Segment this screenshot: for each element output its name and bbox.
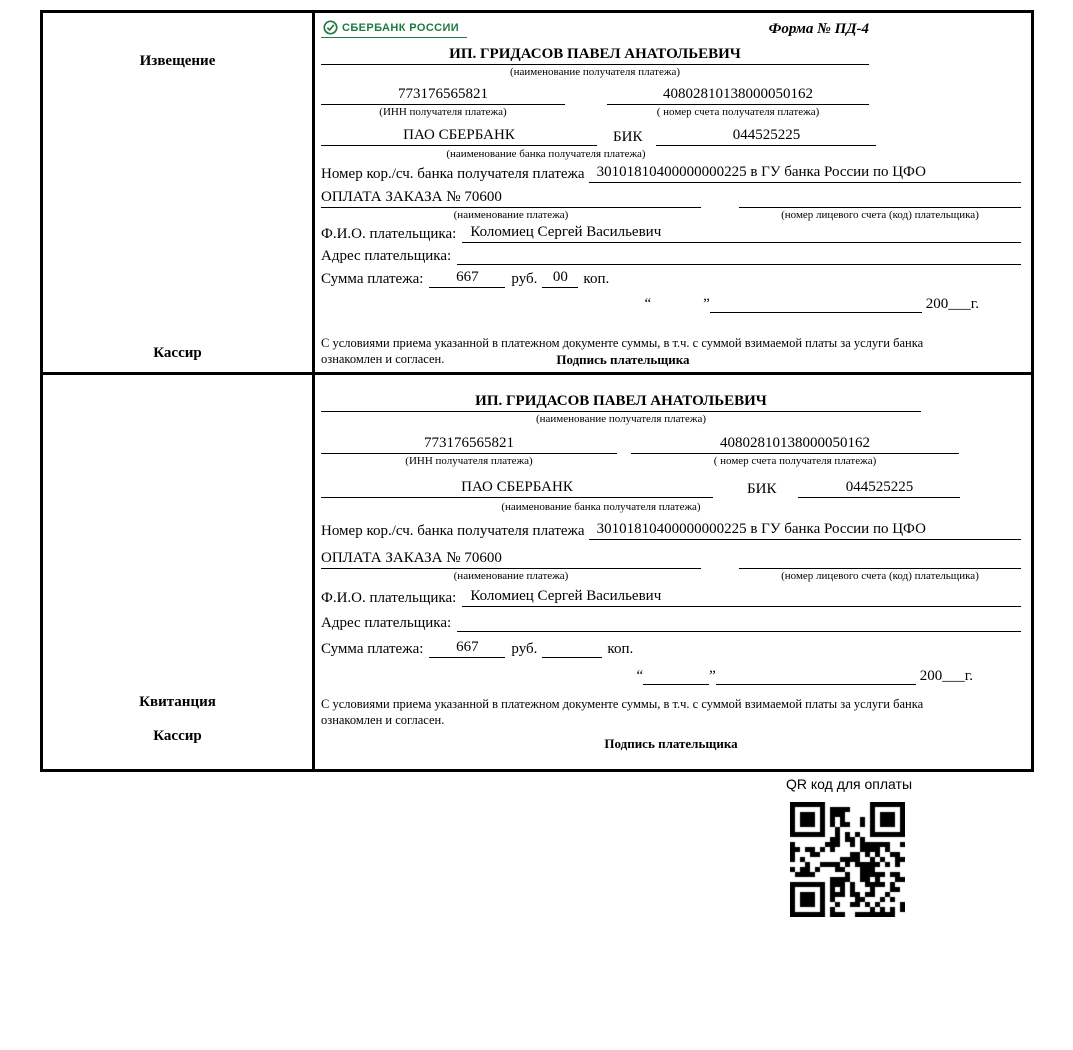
sberbank-logo-icon [323, 20, 338, 35]
purpose-caption: (наименование платежа) [453, 570, 569, 582]
signature-label: Подпись плательщика [556, 351, 690, 367]
quote-close: ” [703, 296, 710, 312]
payer-name-label: Ф.И.О. плательщика: [321, 590, 457, 606]
notice-section [43, 13, 1031, 375]
kop-label: коп. [583, 271, 610, 287]
terms-line1: С условиями приема указанной в платежном документе суммы, в т.ч. с суммой взимаемой платы за услуги банка [321, 697, 924, 711]
qr-caption: QR код для оплаты [786, 776, 913, 792]
quote-open: “ [644, 296, 652, 312]
year-label: 200___г. [925, 296, 979, 312]
account-caption: ( номер счета получателя платежа) [656, 106, 820, 118]
receipt-cashier-label: Кассир [153, 728, 202, 744]
corr-account-label: Номер кор./сч. банка получателя платежа [321, 523, 585, 539]
notice-label: Извещение [139, 53, 216, 69]
recipient-name-caption: (наименование получателя платежа) [535, 413, 707, 425]
terms-line2: ознакомлен и согласен. [321, 352, 445, 367]
signature-label: Подпись плательщика [604, 736, 738, 752]
recipient-name: ИП. ГРИДАСОВ ПАВЕЛ АНАТОЛЬЕВИЧ [321, 393, 921, 412]
quote-open: “ [636, 668, 644, 684]
purpose-caption: (наименование платежа) [453, 209, 569, 221]
sberbank-logo-text: СБЕРБАНК РОССИИ [342, 21, 460, 34]
terms-line2: ознакомлен и согласен. [321, 712, 445, 727]
bik-label: БИК [747, 481, 777, 497]
recipient-account: 40802810138000050162 [607, 86, 869, 105]
sberbank-logo [321, 18, 467, 38]
receipt-content [315, 375, 1031, 769]
form-number: Форма № ПД-4 [768, 21, 869, 37]
rub-label: руб. [511, 641, 538, 657]
recipient-inn: 773176565821 [321, 86, 565, 105]
rub-label: руб. [511, 271, 538, 287]
recipient-inn: 773176565821 [321, 435, 617, 454]
payer-address-value [457, 613, 1021, 632]
payer-address-label: Адрес плательщика: [321, 615, 452, 631]
sum-rubles: 667 [429, 639, 505, 658]
personal-account-blank-field [739, 189, 1021, 208]
payer-address-value [457, 246, 1021, 265]
payment-purpose: ОПЛАТА ЗАКАЗА № 70600 [321, 550, 701, 569]
bank-caption: (наименование банка получателя платежа) [501, 501, 701, 513]
sum-kopecks: 00 [542, 269, 578, 288]
notice-left-column [43, 13, 315, 372]
personal-account-caption: (номер лицевого счета (код) плательщика) [781, 570, 979, 582]
terms-block [321, 697, 1021, 753]
year-label: 200___г. [919, 668, 973, 684]
bank-name: ПАО СБЕРБАНК [321, 127, 597, 146]
recipient-account: 40802810138000050162 [631, 435, 959, 454]
corr-account-value: 30101810400000000225 в ГУ банка России по ЦФО [589, 521, 1021, 540]
sum-label: Сумма платежа: [321, 641, 424, 657]
terms-block [321, 336, 1021, 368]
personal-account-caption: (номер лицевого счета (код) плательщика) [781, 209, 979, 221]
terms-line1: С условиями приема указанной в платежном документе суммы, в т.ч. с суммой взимаемой платы за услуги банка [321, 336, 924, 351]
recipient-name-caption: (наименование получателя платежа) [509, 66, 681, 78]
corr-account-value: 30101810400000000225 в ГУ банка России по ЦФО [589, 164, 1021, 183]
recipient-name: ИП. ГРИДАСОВ ПАВЕЛ АНАТОЛЬЕВИЧ [321, 46, 869, 65]
date-month-blank [716, 666, 916, 685]
receipt-left-column [43, 375, 315, 769]
payment-form-pd4 [40, 10, 1034, 772]
bik-value: 044525225 [656, 127, 876, 146]
payer-name-label: Ф.И.О. плательщика: [321, 226, 457, 242]
qr-section [786, 776, 913, 917]
notice-cashier-label: Кассир [153, 345, 202, 361]
corr-account-label: Номер кор./сч. банка получателя платежа [321, 166, 585, 182]
notice-top-block [321, 18, 869, 78]
notice-content [315, 13, 1031, 372]
quote-close: ” [709, 668, 716, 684]
date-day-blank [643, 666, 709, 685]
qr-code [790, 802, 905, 917]
bank-name: ПАО СБЕРБАНК [321, 479, 713, 498]
payment-purpose: ОПЛАТА ЗАКАЗА № 70600 [321, 189, 701, 208]
date-month-blank [710, 294, 922, 313]
receipt-label: Квитанция [139, 694, 216, 710]
inn-caption: (ИНН получателя платежа) [405, 455, 533, 467]
bik-value: 044525225 [798, 479, 960, 498]
kop-label: коп. [607, 641, 634, 657]
inn-caption: (ИНН получателя платежа) [379, 106, 507, 118]
bank-caption: (наименование банка получателя платежа) [446, 148, 646, 160]
bik-label: БИК [613, 129, 643, 145]
sum-rubles: 667 [429, 269, 505, 288]
payer-name-value: Коломиец Сергей Васильевич [462, 224, 1021, 243]
sum-label: Сумма платежа: [321, 271, 424, 287]
payer-address-label: Адрес плательщика: [321, 248, 452, 264]
receipt-section [43, 375, 1031, 769]
account-caption: ( номер счета получателя платежа) [713, 455, 877, 467]
date-day-blank [651, 294, 703, 313]
payer-name-value: Коломиец Сергей Васильевич [462, 588, 1021, 607]
sum-kopecks-blank [542, 639, 602, 658]
personal-account-blank-field [739, 550, 1021, 569]
